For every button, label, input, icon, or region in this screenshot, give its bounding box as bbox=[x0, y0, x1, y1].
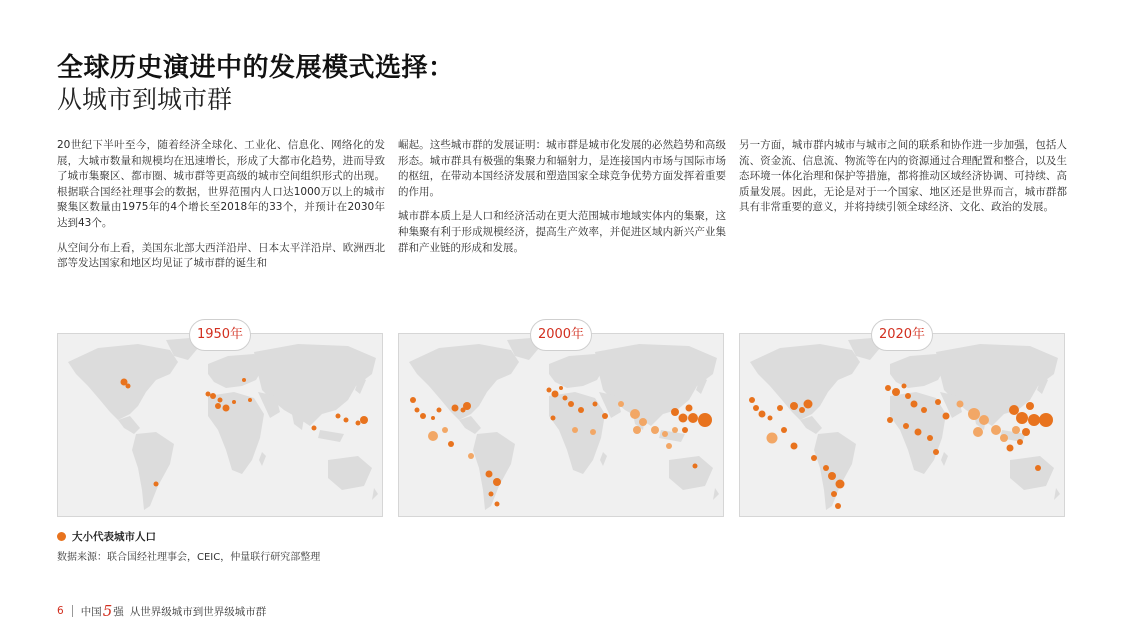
city-dot bbox=[662, 431, 668, 437]
city-dot bbox=[578, 407, 584, 413]
year-badge-2020: 2020年 bbox=[871, 319, 933, 351]
city-dot bbox=[639, 418, 647, 426]
city-dot bbox=[768, 416, 773, 421]
city-dot bbox=[892, 388, 900, 396]
city-dot bbox=[489, 492, 494, 497]
city-dot bbox=[572, 427, 578, 433]
legend-dot-icon bbox=[57, 532, 66, 541]
city-dot bbox=[428, 431, 438, 441]
brand-five: 5 bbox=[102, 602, 113, 620]
page-number: 6 bbox=[57, 605, 64, 617]
city-dot bbox=[552, 391, 559, 398]
city-dot bbox=[698, 413, 712, 427]
city-dot bbox=[1035, 465, 1041, 471]
city-dot bbox=[753, 405, 759, 411]
city-dot bbox=[437, 408, 442, 413]
city-dot bbox=[360, 416, 368, 424]
city-dot bbox=[1017, 439, 1023, 445]
paragraph: 从空间分布上看，美国东北部大西洋沿岸、日本太平洋沿岸、欧洲西北部等发达国家和地区均见证了城市群的诞生和 bbox=[57, 241, 385, 270]
paragraph: 20世纪下半叶至今，随着经济全球化、工业化、信息化、网络化的发展，大城市数量和规模均在迅速增长，形成了大都市化趋势，进而导致了城市集聚区、都市圈、城市群等更高级的城市空间组织形式的出现。根据联合国经社理事会的数据，世界范围内人口达1000万以上的城市聚集区数量由1975年的4个增长至2018年的33个，并预计在2030年达到43个。 bbox=[57, 139, 385, 229]
year-badge-1950: 1950年 bbox=[189, 319, 251, 351]
city-dot bbox=[777, 405, 783, 411]
city-dot bbox=[686, 405, 693, 412]
city-dot bbox=[791, 443, 798, 450]
city-dot bbox=[804, 400, 813, 409]
world-map-2020 bbox=[740, 334, 1064, 516]
city-dot bbox=[563, 396, 568, 401]
city-dot bbox=[312, 426, 317, 431]
city-dot bbox=[811, 455, 817, 461]
city-dot bbox=[547, 388, 552, 393]
world-map-1950 bbox=[58, 334, 382, 516]
text-column-3 bbox=[739, 138, 1067, 225]
city-dot bbox=[933, 449, 939, 455]
map-1950 bbox=[57, 327, 383, 517]
city-dot bbox=[973, 427, 983, 437]
city-dot bbox=[799, 407, 805, 413]
map-2000 bbox=[398, 327, 724, 517]
city-dot bbox=[790, 402, 798, 410]
city-dot bbox=[887, 417, 893, 423]
city-dot bbox=[126, 384, 131, 389]
city-dot bbox=[905, 393, 911, 399]
city-dot bbox=[693, 464, 698, 469]
city-dot bbox=[431, 416, 435, 420]
city-dot bbox=[1026, 402, 1034, 410]
city-dot bbox=[679, 414, 688, 423]
city-dot bbox=[911, 401, 918, 408]
city-dot bbox=[630, 409, 640, 419]
city-dot bbox=[232, 400, 236, 404]
city-dot bbox=[1009, 405, 1019, 415]
brand-strong: 强 bbox=[113, 605, 124, 618]
city-dot bbox=[215, 403, 221, 409]
city-dot bbox=[1022, 428, 1030, 436]
city-dot bbox=[1012, 426, 1020, 434]
city-dot bbox=[935, 399, 941, 405]
city-dot bbox=[749, 397, 755, 403]
city-dot bbox=[1028, 414, 1040, 426]
map-legend bbox=[57, 529, 156, 544]
city-dot bbox=[452, 405, 459, 412]
city-dot bbox=[218, 398, 223, 403]
world-map-2000 bbox=[399, 334, 723, 516]
legend-label: 大小代表城市人口 bbox=[72, 531, 156, 543]
city-dot bbox=[210, 393, 216, 399]
text-column-2 bbox=[398, 138, 726, 265]
paragraph: 崛起。这些城市群的发展证明：城市群是城市化发展的必然趋势和高级形态。城市群具有极强的集聚力和辐射力，是连接国内市场与国际市场的枢纽，在带动本国经济发展和塑造国家全球竞争优势方面发挥着重要的作用。 bbox=[398, 139, 726, 198]
city-dot bbox=[590, 429, 596, 435]
footer-divider bbox=[72, 605, 73, 617]
paragraph: 另一方面，城市群内城市与城市之间的联系和协作进一步加强，包括人流、资金流、信息流、物流等在内的资源通过合理配置和整合，以及生态环境一体化治理和保护等措施，都将推动区域经济协调、可持续、高质量发展。因此，无论是对于一个国家、地区还是世界而言，城市群都具有非常重要的意义，并将持续引领全球经济、文化、政治的发展。 bbox=[739, 139, 1067, 214]
city-dot bbox=[902, 384, 907, 389]
city-dot bbox=[248, 398, 252, 402]
city-dot bbox=[420, 413, 426, 419]
city-dot bbox=[651, 426, 659, 434]
city-dot bbox=[493, 478, 501, 486]
city-dot bbox=[991, 425, 1001, 435]
city-dot bbox=[154, 482, 159, 487]
brand-china: 中国 bbox=[80, 605, 102, 618]
page-title: 全球历史演进中的发展模式选择： bbox=[57, 53, 455, 83]
city-dot bbox=[223, 405, 230, 412]
city-dot bbox=[759, 411, 766, 418]
city-dot bbox=[921, 407, 927, 413]
page-footer bbox=[57, 602, 266, 620]
city-dot bbox=[463, 402, 471, 410]
city-dot bbox=[688, 413, 698, 423]
year-badge-2000: 2000年 bbox=[530, 319, 592, 351]
page-subtitle: 从城市到城市群 bbox=[57, 85, 233, 114]
city-dot bbox=[448, 441, 454, 447]
city-dot bbox=[1016, 412, 1028, 424]
city-dot bbox=[344, 418, 349, 423]
city-dot bbox=[1000, 434, 1008, 442]
city-dot bbox=[767, 433, 778, 444]
city-dot bbox=[602, 413, 608, 419]
data-source: 数据来源：联合国经社理事会，CEIC，仲量联行研究部整理 bbox=[57, 552, 321, 563]
city-dot bbox=[633, 426, 641, 434]
city-dot bbox=[903, 423, 909, 429]
city-dot bbox=[666, 443, 672, 449]
city-dot bbox=[415, 408, 420, 413]
city-dot bbox=[551, 416, 556, 421]
city-dot bbox=[781, 427, 787, 433]
city-dot bbox=[836, 480, 845, 489]
city-dot bbox=[206, 392, 211, 397]
city-dot bbox=[618, 401, 624, 407]
city-dot bbox=[915, 429, 922, 436]
city-dot bbox=[568, 401, 574, 407]
city-dot bbox=[495, 502, 500, 507]
map-2020 bbox=[739, 327, 1065, 517]
city-dot bbox=[442, 427, 448, 433]
city-dot bbox=[1007, 445, 1014, 452]
city-dot bbox=[885, 385, 891, 391]
city-dot bbox=[671, 408, 679, 416]
city-dot bbox=[593, 402, 598, 407]
city-dot bbox=[823, 465, 829, 471]
city-dot bbox=[943, 413, 950, 420]
city-dot bbox=[672, 427, 678, 433]
city-dot bbox=[559, 386, 563, 390]
city-dot bbox=[831, 491, 837, 497]
city-dot bbox=[486, 471, 493, 478]
city-dot bbox=[927, 435, 933, 441]
city-dot bbox=[356, 421, 361, 426]
city-dot bbox=[957, 401, 964, 408]
city-dot bbox=[336, 414, 341, 419]
paragraph: 城市群本质上是人口和经济活动在更大范围城市地域实体内的集聚，这种集聚有利于形成规模经济，提高生产效率，并促进区域内新兴产业集群和产业链的形成和发展。 bbox=[398, 210, 726, 254]
city-dot bbox=[410, 397, 416, 403]
title-block bbox=[57, 52, 455, 116]
city-dot bbox=[242, 378, 246, 382]
city-dot bbox=[835, 503, 841, 509]
footer-tagline: 从世界级城市到世界级城市群 bbox=[129, 605, 267, 618]
city-dot bbox=[682, 427, 688, 433]
city-dot bbox=[468, 453, 474, 459]
text-column-1 bbox=[57, 138, 385, 281]
city-dot bbox=[968, 408, 980, 420]
city-dot bbox=[1039, 413, 1053, 427]
city-dot bbox=[979, 415, 989, 425]
city-dot bbox=[828, 472, 836, 480]
